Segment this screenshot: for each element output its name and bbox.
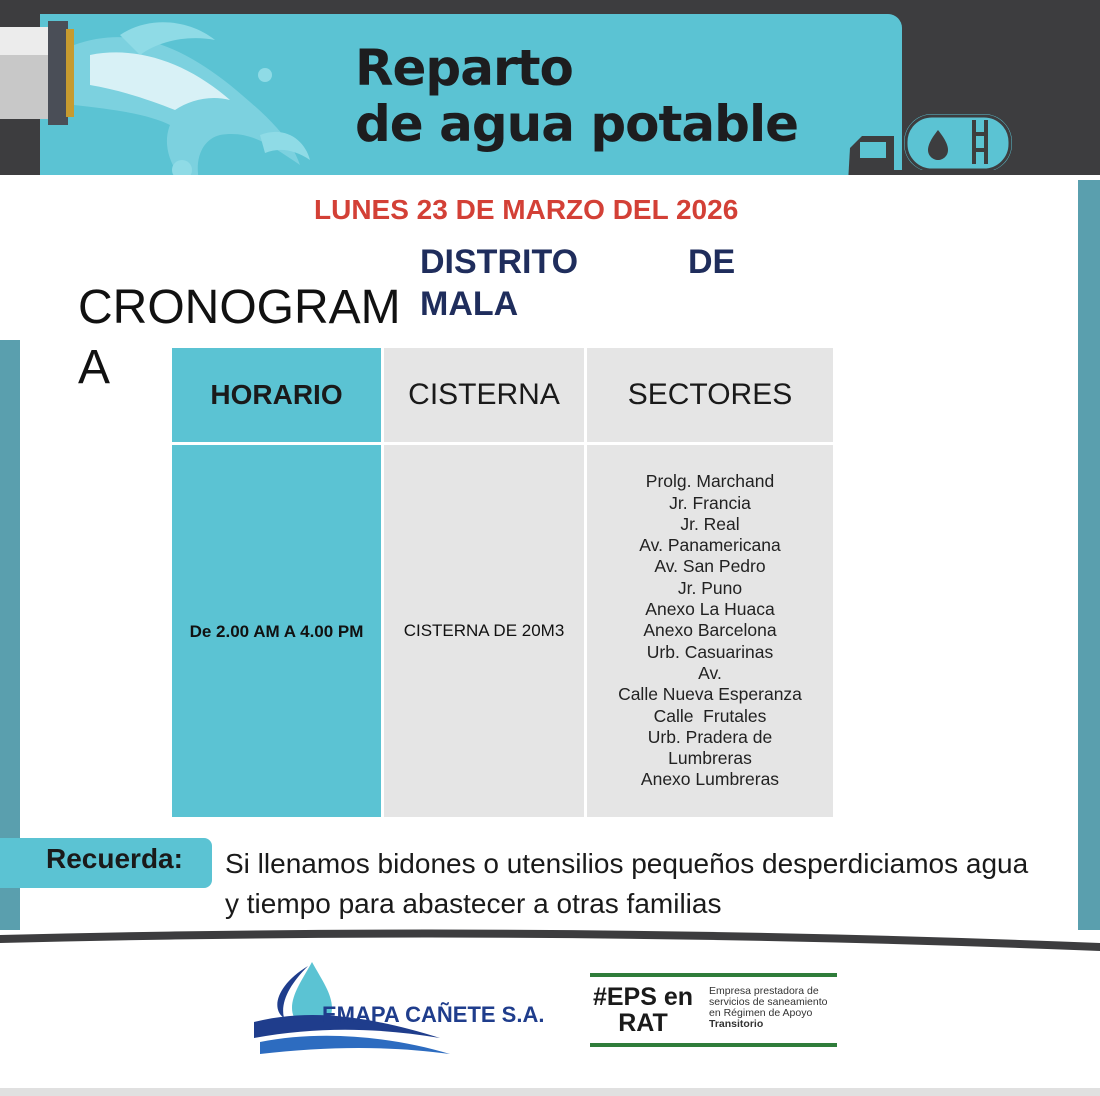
district-word-2: DE bbox=[688, 243, 736, 281]
eps-top-line bbox=[590, 973, 837, 977]
sector-item: Lumbreras bbox=[668, 748, 752, 769]
cell-cisterna: CISTERNA DE 20M3 bbox=[384, 445, 584, 817]
sector-item: Jr. Puno bbox=[677, 577, 743, 598]
sector-item: Av. bbox=[698, 662, 722, 683]
schedule-table bbox=[169, 345, 836, 820]
eps-desc-line-4: Transitorio bbox=[709, 1018, 764, 1030]
header-sectores: SECTORES bbox=[587, 348, 833, 442]
district-word-1: DISTRITO bbox=[420, 243, 579, 281]
sector-item: Av. Panamericana bbox=[639, 535, 781, 556]
sector-item: Anexo Lumbreras bbox=[640, 769, 780, 790]
emapa-name: EMAPA CAÑETE S.A. bbox=[322, 1002, 545, 1027]
eps-desc-line-2: servicios de saneamiento bbox=[709, 996, 828, 1008]
page-title bbox=[355, 40, 798, 152]
sector-item: Anexo La Huaca bbox=[645, 599, 775, 620]
sector-item: Calle Nueva Esperanza bbox=[618, 684, 802, 705]
header-cisterna: CISTERNA bbox=[384, 348, 584, 442]
sector-item: Av. San Pedro bbox=[654, 556, 766, 577]
footer-wave bbox=[0, 925, 1100, 965]
title-line-2: de agua potable bbox=[355, 95, 799, 153]
header-horario: HORARIO bbox=[172, 348, 381, 442]
eps-desc-line-1: Empresa prestadora de bbox=[709, 985, 819, 997]
eps-tag bbox=[588, 984, 698, 1036]
cell-sectores bbox=[587, 445, 833, 817]
eps-desc-line-3: en Régimen de Apoyo bbox=[709, 1007, 813, 1019]
footer-bottom-bar bbox=[0, 1088, 1100, 1096]
eps-tag-line-2: RAT bbox=[618, 1009, 668, 1037]
schedule-heading: CRONOGRAMA bbox=[78, 281, 401, 394]
reminder-label: Recuerda: bbox=[46, 843, 183, 874]
district-word-3: MALA bbox=[420, 285, 519, 323]
eps-tag-line-1: #EPS en bbox=[592, 983, 694, 1011]
right-accent-strip bbox=[1078, 180, 1100, 930]
table-header-row bbox=[172, 348, 833, 442]
sector-item: Anexo Barcelona bbox=[643, 620, 777, 641]
sector-item: Calle Frutales bbox=[653, 705, 767, 726]
date-label: LUNES 23 DE MARZO DEL 2026 bbox=[314, 194, 739, 225]
sector-item: Prolg. Marchand bbox=[645, 471, 775, 492]
sector-item: Urb. Pradera de bbox=[647, 726, 773, 747]
sector-item: Jr. Francia bbox=[669, 492, 751, 513]
sector-item: Jr. Real bbox=[680, 513, 740, 534]
reminder-text: Si llenamos bidones o utensilios pequeños desperdiciamos agua y tiempo para abastecer a otras familias bbox=[225, 848, 1029, 919]
cell-horario: De 2.00 AM A 4.00 PM bbox=[172, 445, 381, 817]
eps-description bbox=[709, 986, 849, 1030]
eps-bottom-line bbox=[590, 1043, 837, 1047]
title-line-1: Reparto bbox=[355, 39, 573, 97]
table-row bbox=[172, 445, 833, 817]
sector-item: Urb. Casuarinas bbox=[646, 641, 774, 662]
